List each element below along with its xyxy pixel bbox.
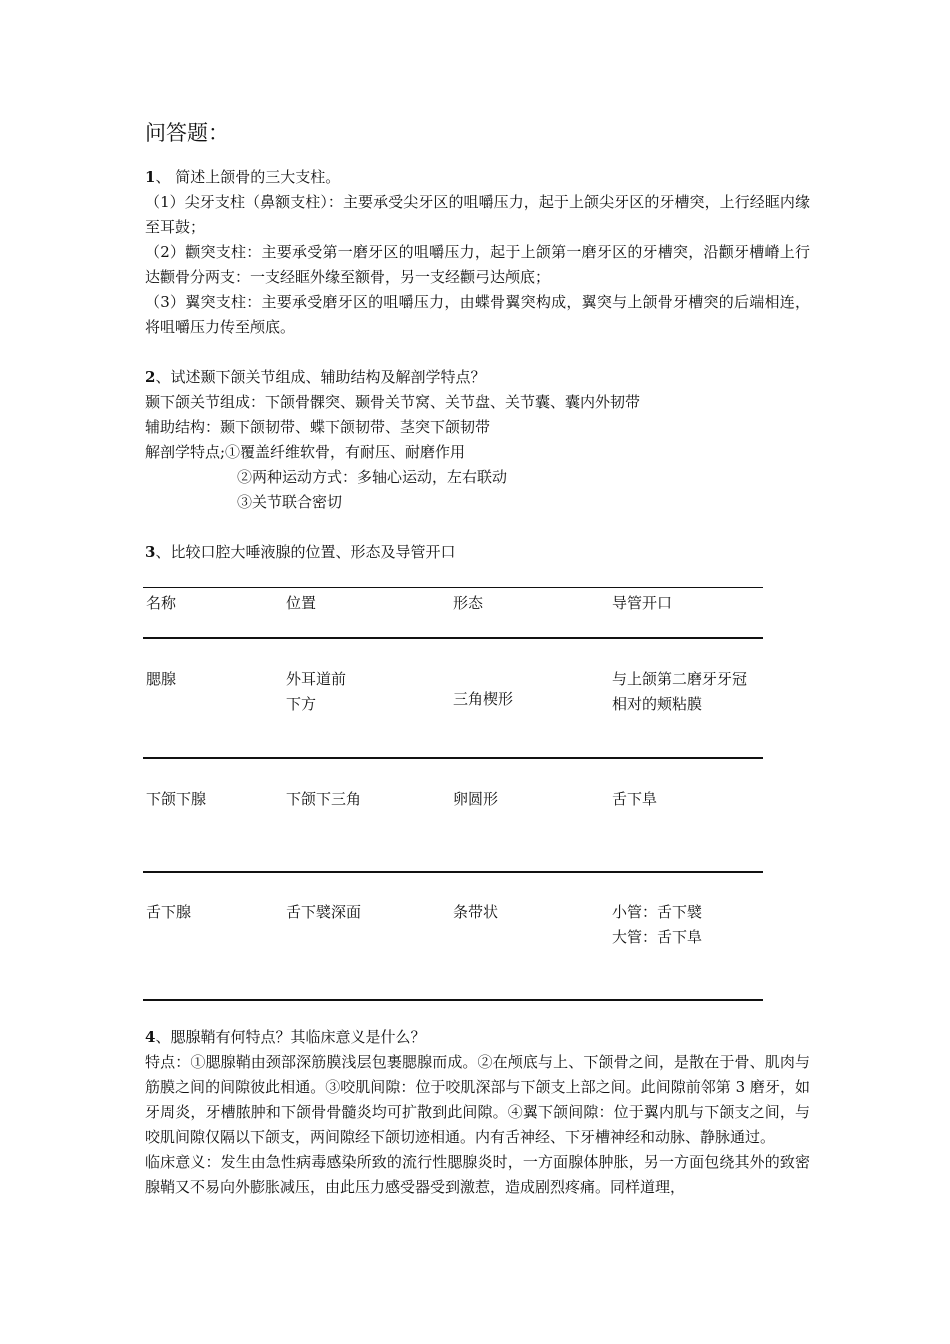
table-cell-shape: 卵圆形 [453, 791, 499, 808]
table-header-cell: 形态 [453, 595, 484, 612]
question-text: 、试述颞下颌关节组成、辅助结构及解剖学特点？ [155, 368, 486, 386]
questions-1-3 [145, 165, 810, 565]
table-header-cell: 位置 [286, 595, 317, 612]
q2-composition: 颞下颌关节组成：下颌骨髁突、颞骨关节窝、关节盘、关节囊、囊内外韧带 [145, 393, 641, 411]
q2-feature-2: ②两种运动方式：多轴心运动，左右联动 [237, 468, 508, 486]
question-4-title [145, 1025, 810, 1050]
table-header-row [143, 587, 763, 637]
section-heading: 问答题： [145, 121, 229, 145]
q2-feature-3: ③关节联合密切 [237, 493, 343, 511]
salivary-gland-table [143, 587, 763, 1001]
table-header-cell: 名称 [146, 595, 177, 612]
question-2-title [145, 365, 810, 390]
question-number: 2 [145, 368, 156, 386]
duct-line: 小管：舌下襞 [612, 904, 703, 921]
question-1-title [145, 165, 810, 190]
q4-features: 特点：①腮腺鞘由颈部深筋膜浅层包裹腮腺而成。②在颅底与上、下颌骨之间，是散在于骨、肌肉与筋膜之间的间隙彼此相通。③咬肌间隙：位于咬肌深部与下颌支上部之间。此间隙前邻第 3 磨牙，如牙周炎，牙槽脓肿和下颌骨骨髓炎均可扩散到此间隙。④翼下颌间隙：位于翼内肌与下颌支之间，与咬肌间隙仅隔以下颌支，两间隙经下颌切迹相通。内有舌神经、下牙槽神经和动脉、静脉通过。 [145, 1053, 810, 1146]
table-header-cell: 导管开口 [612, 595, 673, 612]
question-number: 4 [145, 1028, 156, 1046]
duct-line: 与上颌第二磨牙牙冠 [612, 671, 748, 688]
table-cell-shape: 条带状 [453, 904, 499, 921]
table-cell-duct: 舌下阜 [612, 791, 658, 808]
q1-item-2: （2）颧突支柱：主要承受第一磨牙区的咀嚼压力，起于上颌第一磨牙区的牙槽突，沿颧牙槽嵴上行达颧骨分两支：一支经眶外缘至额骨，另一支经颧弓达颅底； [145, 243, 810, 286]
question-text: 、 简述上颌骨的三大支柱。 [155, 168, 341, 186]
table-cell-position: 下颌下三角 [286, 791, 362, 808]
q1-item-1: （1）尖牙支柱（鼻额支柱）：主要承受尖牙区的咀嚼压力，起于上颌尖牙区的牙槽突，上行经眶内缘至耳鼓； [145, 193, 810, 236]
q1-item-3: （3）翼突支柱：主要承受磨牙区的咀嚼压力，由蝶骨翼突构成，翼突与上颌骨牙槽突的后端相连，将咀嚼压力传至颅底。 [145, 293, 810, 336]
table-cell-shape: 三角楔形 [453, 691, 514, 708]
q2-feature-1: 解剖学特点;①覆盖纤维软骨，有耐压、耐磨作用 [145, 443, 466, 461]
position-line: 下方 [286, 696, 317, 713]
q2-auxiliary: 辅助结构：颞下颌韧带、蝶下颌韧带、茎突下颌韧带 [145, 418, 491, 436]
table-cell-duct [612, 900, 702, 950]
table-row [143, 871, 763, 1001]
question-text: 、腮腺鞘有何特点？其临床意义是什么？ [155, 1028, 426, 1046]
question-4 [145, 1025, 810, 1200]
duct-line: 大管：舌下阜 [612, 929, 703, 946]
table-cell-name: 下颌下腺 [146, 791, 207, 808]
table-row [143, 757, 763, 871]
table-cell-position [286, 667, 346, 717]
question-number: 3 [145, 543, 156, 561]
table-cell-position: 舌下襞深面 [286, 904, 362, 921]
table-cell-name: 舌下腺 [146, 904, 192, 921]
q4-clinical: 临床意义：发生由急性病毒感染所致的流行性腮腺炎时，一方面腺体肿胀，另一方面包绕其外的致密腺鞘又不易向外膨胀减压，由此压力感受器受到激惹，造成剧烈疼痛。同样道理， [145, 1153, 810, 1196]
table-cell-name: 腮腺 [146, 671, 177, 688]
duct-line: 相对的颊粘膜 [612, 696, 703, 713]
table-cell-duct [612, 667, 747, 717]
table-row [143, 637, 763, 757]
question-text: 、比较口腔大唾液腺的位置、形态及导管开口 [155, 543, 456, 561]
position-line: 外耳道前 [286, 671, 347, 688]
question-3-title [145, 540, 810, 565]
question-number: 1 [145, 168, 156, 186]
